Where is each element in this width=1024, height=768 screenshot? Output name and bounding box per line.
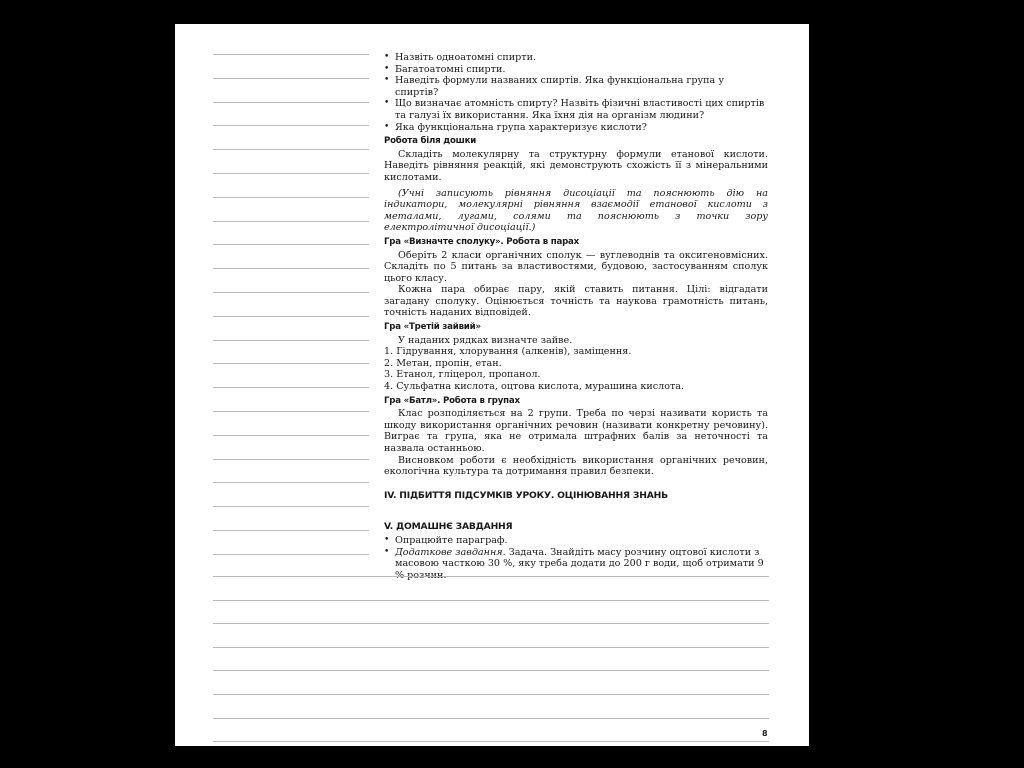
note-line bbox=[213, 268, 369, 269]
note-line bbox=[213, 173, 369, 174]
note-line bbox=[213, 482, 369, 483]
board-work-heading: Робота біля дошки bbox=[384, 136, 477, 147]
game-identify-heading: Гра «Визначте сполуку». Робота в парах bbox=[384, 236, 579, 247]
game-battle-text: Висновком роботи є необхідність використання органічних речовин, екологічна культура та дотримання правил безпеки. bbox=[384, 454, 768, 478]
note-line bbox=[213, 102, 369, 103]
question-item: • Яка функціональна група характеризує кислоти? bbox=[384, 122, 768, 134]
note-line bbox=[213, 387, 369, 388]
note-line bbox=[213, 125, 369, 126]
note-line bbox=[213, 340, 369, 341]
note-line bbox=[213, 506, 369, 507]
question-item: • Назвіть одноатомні спирти. bbox=[384, 52, 768, 64]
page-number: 8 bbox=[762, 729, 768, 738]
document-page bbox=[175, 24, 809, 746]
note-line bbox=[213, 576, 769, 577]
note-line bbox=[213, 623, 769, 624]
note-line bbox=[213, 741, 769, 742]
odd-one-item: 1. Гідрування, хлорування (алкенів), заміщення. bbox=[384, 346, 632, 358]
board-work-note: (Учні записують рівняння дисоціації та пояснюють дію на індикатори, молекулярні рівняння взаємодії етанової кислоти з металами, лугами, солями та пояснюють з точки зору електролітичної дисоціації.) bbox=[384, 187, 768, 234]
note-line bbox=[213, 600, 769, 601]
odd-one-item: 3. Етанол, гліцерол, пропанол. bbox=[384, 369, 541, 381]
notes-lines-left bbox=[213, 54, 369, 578]
note-line bbox=[213, 221, 369, 222]
game-battle-text: Клас розподіляється на 2 групи. Треба по черзі називати користь та шкоду використання органічних речовин (називати конкретну речовину). Виграє та група, яка не отримала штрафних балів за неточності та назвала останньою. bbox=[384, 408, 768, 454]
note-line bbox=[213, 694, 769, 695]
note-line bbox=[213, 54, 369, 55]
note-line bbox=[213, 292, 369, 293]
odd-one-item: 4. Сульфатна кислота, оцтова кислота, мурашина кислота. bbox=[384, 381, 685, 393]
note-line bbox=[213, 435, 369, 436]
note-line bbox=[213, 670, 769, 671]
note-line bbox=[213, 718, 769, 719]
note-line bbox=[213, 363, 369, 364]
note-line bbox=[213, 411, 369, 412]
note-line bbox=[213, 149, 369, 150]
homework-extra-text: Задача. Знайдіть масу розчину оцтової кислоти з масовою часткою 30 %, яку треба додати до 200 г води, щоб отримати 9 % розчин. bbox=[395, 546, 764, 581]
homework-item: • Опрацюйте параграф. bbox=[384, 535, 768, 547]
homework-extra-label: Додаткове завдання. bbox=[395, 546, 506, 558]
section-homework-heading: V. ДОМАШНЄ ЗАВДАННЯ bbox=[384, 521, 513, 533]
note-line bbox=[213, 459, 369, 460]
board-work-text: Складіть молекулярну та структурну формули етанової кислоти. Наведіть рівняння реакцій, які демонструють схожість її з мінеральними кислотами. bbox=[384, 148, 768, 183]
game-odd-one-intro: У наданих рядках визначте зайве. bbox=[398, 334, 573, 346]
note-line bbox=[213, 316, 369, 317]
note-line bbox=[213, 78, 369, 79]
question-item: • Багатоатомні спирти. bbox=[384, 64, 768, 76]
note-line bbox=[213, 647, 769, 648]
note-line bbox=[213, 554, 369, 555]
game-battle-heading: Гра «Батл». Робота в групах bbox=[384, 395, 520, 406]
note-line bbox=[213, 244, 369, 245]
section-summary-heading: IV. ПІДБИТТЯ ПІДСУМКІВ УРОКУ. ОЦІНЮВАННЯ ЗНАНЬ bbox=[384, 489, 668, 501]
note-line bbox=[213, 197, 369, 198]
lesson-text bbox=[384, 52, 768, 581]
note-line bbox=[213, 530, 369, 531]
game-identify-text: Кожна пара обирає пару, якій ставить питання. Цілі: відгадати загадану сполуку. Оцінюється точність та наукова грамотність питань, точність наданих відповідей. bbox=[384, 284, 768, 319]
notes-lines-bottom bbox=[213, 576, 769, 765]
game-identify-text: Оберіть 2 класи органічних сполук — вуглеводнів та оксигеновмісних. Складіть по 5 питань за властивостями, будовою, застосуванням сполук цього класу. bbox=[384, 249, 768, 284]
odd-one-item: 2. Метан, пропін, етан. bbox=[384, 357, 502, 369]
game-odd-one-heading: Гра «Третій зайвий» bbox=[384, 322, 481, 333]
question-item: • Що визначає атомність спирту? Назвіть фізичні властивості цих спиртів та галузі їх використання. Яка їхня дія на організм людини? bbox=[384, 98, 768, 121]
question-item: • Наведіть формули названих спиртів. Яка функціональна група у спиртів? bbox=[384, 75, 768, 98]
